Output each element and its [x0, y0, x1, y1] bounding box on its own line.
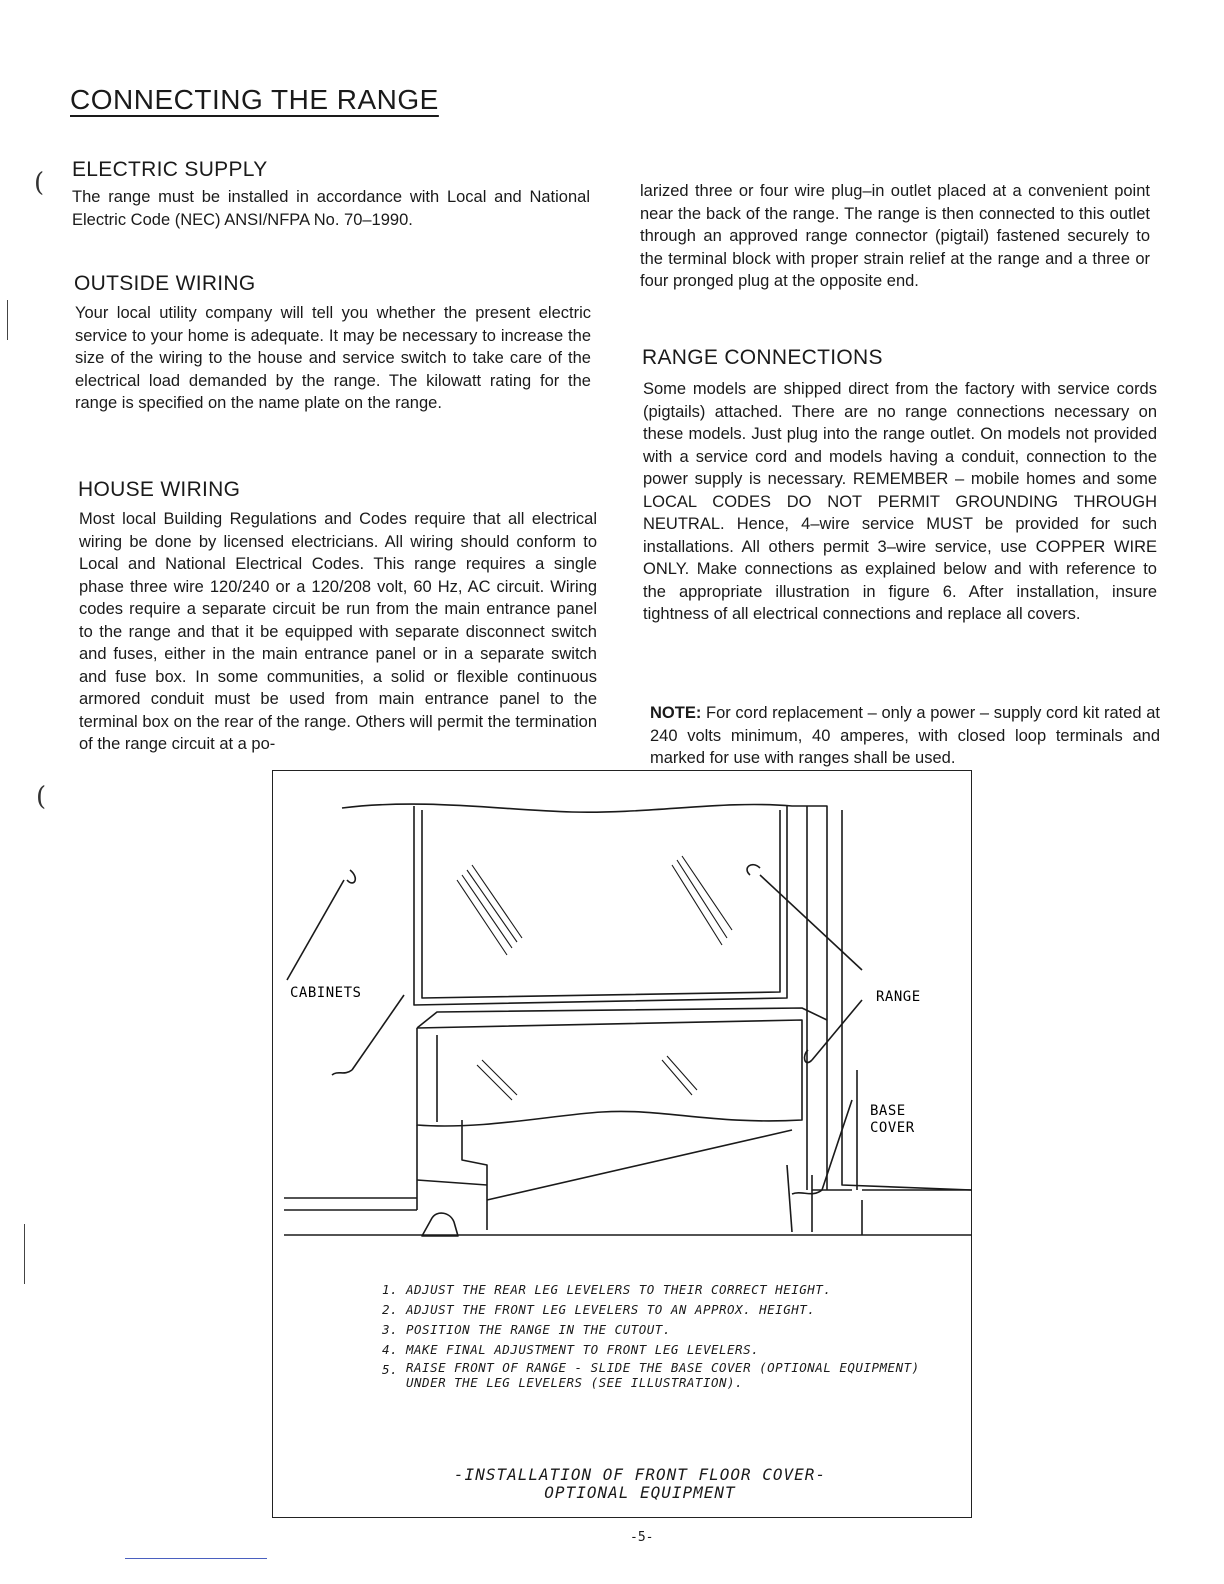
step-text: RAISE FRONT OF RANGE - SLIDE THE BASE COVER (OPTIONAL EQUIPMENT) UNDER THE LEG LEVELERS (SEE ILLUSTRATION).: [406, 1360, 920, 1390]
scan-bracket-mark: (: [34, 168, 45, 198]
range-installation-illustration: [272, 770, 972, 1260]
electric-supply-heading: ELECTRIC SUPPLY: [72, 158, 268, 181]
scan-edge-line: [7, 300, 8, 340]
base-cover-label-line1: BASE: [870, 1103, 906, 1119]
note-paragraph: [650, 702, 1160, 770]
step-text: ADJUST THE FRONT LEG LEVELERS TO AN APPROX. HEIGHT.: [406, 1302, 816, 1317]
electric-supply-body: The range must be installed in accordance with Local and National Electric Code (NEC) ANSI/NFPA No. 70–1990.: [72, 188, 590, 229]
note-body: For cord replacement – only a power – supply cord kit rated at 240 volts minimum, 40 amperes, with closed loop terminals and marked for use with ranges shall be used.: [650, 704, 1160, 767]
step-number: 2.: [382, 1302, 399, 1317]
scan-blue-line: [125, 1558, 267, 1559]
step-item: [382, 1280, 942, 1300]
step-item: [382, 1300, 942, 1320]
installation-steps: [382, 1280, 942, 1390]
base-cover-label-line2: COVER: [870, 1120, 915, 1136]
outside-wiring-heading: OUTSIDE WIRING: [74, 272, 256, 295]
note-label: NOTE:: [650, 704, 702, 722]
step-number: 5.: [382, 1362, 399, 1377]
step-number: 1.: [382, 1282, 399, 1297]
step-number: 3.: [382, 1322, 399, 1337]
page-title: CONNECTING THE RANGE: [70, 84, 439, 115]
step-text: POSITION THE RANGE IN THE CUTOUT.: [406, 1322, 671, 1337]
step-number: 4.: [382, 1342, 399, 1357]
figure-caption-line1: -INSTALLATION OF FRONT FLOOR COVER-: [453, 1465, 827, 1484]
range-label: RANGE: [876, 989, 921, 1005]
house-wiring-continuation: larized three or four wire plug–in outlet placed at a convenient point near the back of the range. The range is then connected to this outlet through an approved range connector (pigtail) fastened securely to the terminal block with proper strain relief at the range and a three or four pronged plug at the opposite end.: [640, 182, 1150, 290]
outside-wiring-body: Your local utility company will tell you whether the present electric service to your home is adequate. It may be necessary to increase the size of the wiring to the house and service switch to take care of the electrical load demanded by the range. The kilowatt rating for the range is specified on the name plate on the range.: [75, 304, 591, 412]
range-connections-body: Some models are shipped direct from the factory with service cords (pigtails) attached. There are no range connections necessary on these models. Just plug into the range outlet. On models not provided with a service cord and models having a conduit, connection to the power supply is necessary. REMEMBER – mobile homes and some LOCAL CODES DO NOT PERMIT GROUNDING THROUGH NEUTRAL. Hence, 4–wire service MUST be provided for such installations. All others permit 3–wire service, use COPPER WIRE ONLY. Make connections as explained below and with reference to the appropriate illustration in figure 6. After installation, insure tightness of all electrical connections and replace all covers.: [643, 380, 1157, 623]
step-text: MAKE FINAL ADJUSTMENT TO FRONT LEG LEVELERS.: [406, 1342, 760, 1357]
page-number: -5-: [630, 1530, 654, 1545]
figure-caption: [400, 1466, 880, 1502]
scan-edge-line-2: [24, 1224, 25, 1284]
cabinets-label: CABINETS: [290, 985, 362, 1001]
step-item: [382, 1340, 942, 1360]
house-wiring-body: Most local Building Regulations and Codes require that all electrical wiring be done by licensed electricians. All wiring should conform to Local and National Electrical Codes. This range requires a single phase three wire 120/240 or a 120/208 volt, 60 Hz, AC circuit. Wiring codes require a separate circuit be run from the main entrance panel to the range and that it be equipped with separate disconnect switch and fuses, either in the main entrance panel or in a separate switch and fuse box. In some communities, a solid or flexible continuous armored conduit must be used from main entrance panel to the terminal box on the rear of the range. Others will permit the termination of the range circuit at a po-: [79, 510, 597, 753]
step-item: [382, 1320, 942, 1340]
step-text: ADJUST THE REAR LEG LEVELERS TO THEIR CORRECT HEIGHT.: [406, 1282, 832, 1297]
step-item: [382, 1360, 942, 1390]
figure-caption-line2: OPTIONAL EQUIPMENT: [544, 1483, 736, 1502]
range-connections-heading: RANGE CONNECTIONS: [642, 346, 883, 369]
scan-bracket-mark-2: (: [36, 782, 47, 812]
house-wiring-heading: HOUSE WIRING: [78, 478, 241, 501]
